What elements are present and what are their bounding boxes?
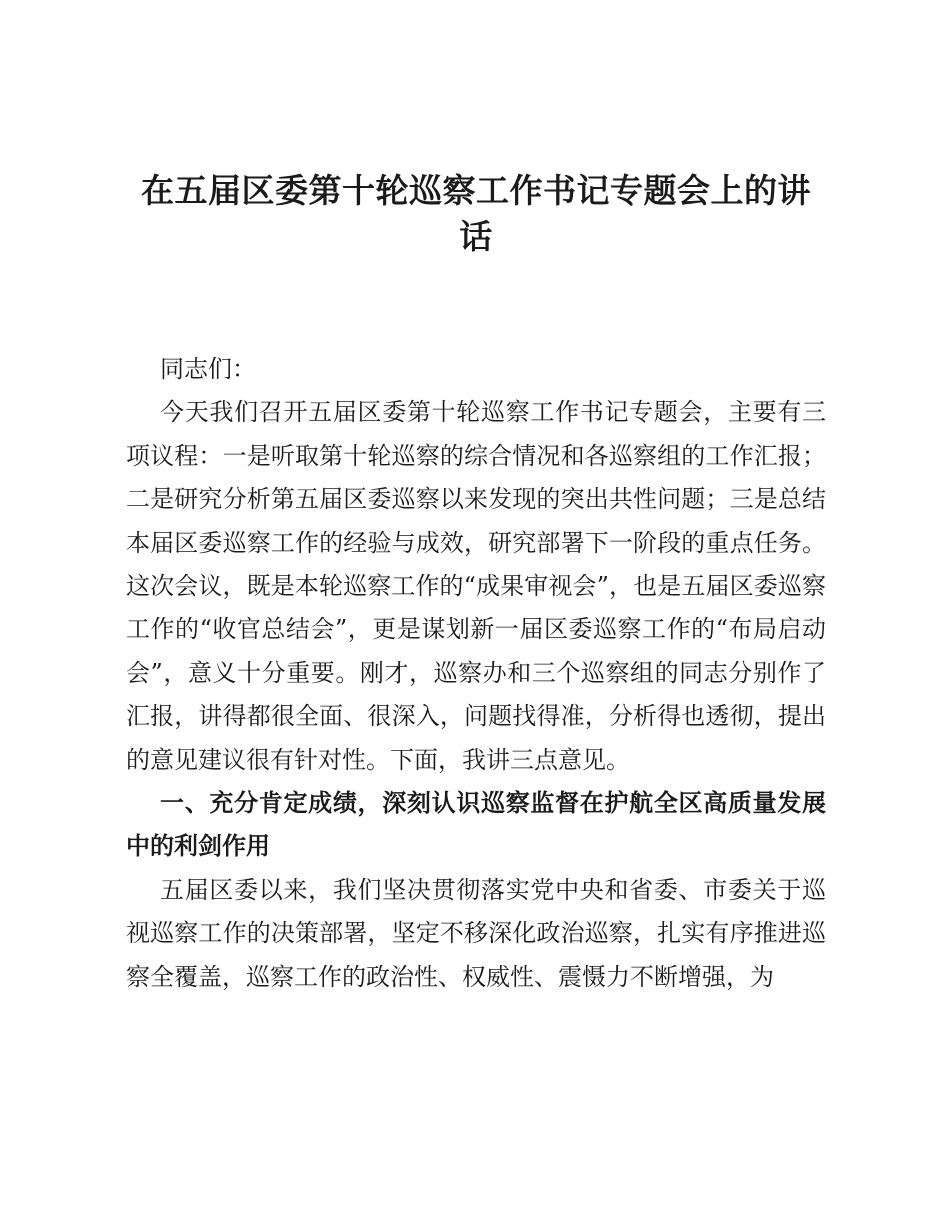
intro-paragraph: 今天我们召开五届区委第十轮巡察工作书记专题会，主要有三项议程：一是听取第十轮巡察的综合情况和各巡察组的工作汇报；二是研究分析第五届区委巡察以来发现的突出共性问题；三是总结本届区委巡察工作的经验与成效，研究部署下一阶段的重点任务。这次会议，既是本轮巡察工作的“成果审视会”，也是五届区委巡察工作的“收官总结会”，更是谋划新一届区委巡察工作的“布局启动会”，意义十分重要。刚才，巡察办和三个巡察组的同志分别作了汇报，讲得都很全面、很深入，问题找得准，分析得也透彻，提出的意见建议很有针对性。下面，我讲三点意见。 (126, 398, 826, 774)
document-body (126, 348, 826, 999)
document-title: 在五届区委第十轮巡察工作书记专题会上的讲话 (141, 171, 811, 256)
salutation-paragraph: 同志们： (160, 355, 256, 383)
section-paragraph: 五届区委以来，我们坚决贯彻落实党中央和省委、市委关于巡视巡察工作的决策部署，坚定不移深化政治巡察，扎实有序推进巡察全覆盖，巡察工作的政治性、权威性、震慑力不断增强，为 (126, 875, 826, 991)
section-heading: 一、充分肯定成绩，深刻认识巡察监督在护航全区高质量发展中的利剑作用 (126, 789, 826, 861)
